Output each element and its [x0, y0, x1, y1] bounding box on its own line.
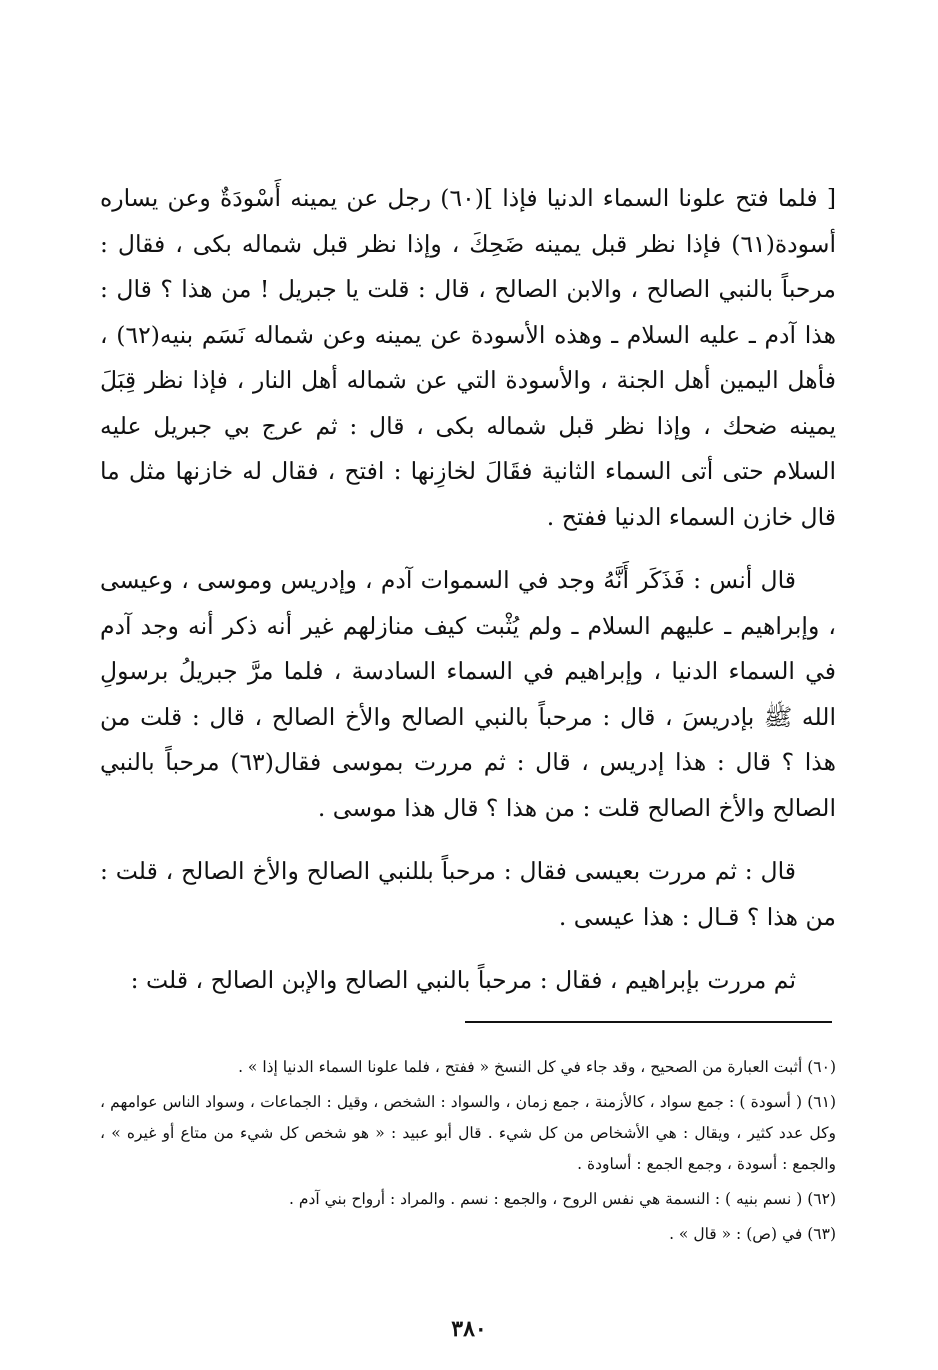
footnote-61: (٦١) ( أسودة ) : جمع سواد ، كالأزمنة ، جمع زمان ، والسواد : الشخص ، وقيل : الجماعات ، وسواد الناس عوامهم ، وكل عدد كثير ، ويقال : هي الأشخاص من كل شيء . قال أبو عبيد : « هو شخص كل شيء من متاع أو غيره » ، والجمع : أسودة ، وجمع الجمع : أساودة . — [100, 1093, 836, 1173]
footnotes — [100, 1052, 836, 1250]
footnote-62: (٦٢) ( نسم بنيه ) : النسمة هي نفس الروح ، والجمع : نسم . والمراد : أرواح بني آدم . — [289, 1190, 836, 1208]
paragraph-3: قال : ثم مررت بعيسى فقال : مرحباً بللنبي الصالح والأخ الصالح ، قلت : من هذا ؟ قـال : هذا عيسى . — [100, 857, 836, 931]
paragraph-2: قال أنس : فَذَكَر أَنَّهُ وجد في السموات آدم ، وإدريس وموسى ، وعيسى ، وإبراهيم ـ عليهم السلام ـ ولم يُثْبت كيف منازلهم غير أنه ذكر أنه وجد آدم في السماء الدنيا ، وإبراهيم في السماء السادسة ، فلما مرَّ جبريلُ برسولِ الله ﷺ بإدريسَ ، قال : مرحباً بالنبي الصالح والأخ الصالح ، قال : قلت من هذا ؟ قال : هذا إدريس ، قال : ثم مررت بموسى فقال(٦٣) مرحباً بالنبي الصالح والأخ الصالح قلت : من هذا ؟ قال هذا موسى . — [100, 566, 836, 822]
paragraph-1: [ فلما فتح علونا السماء الدنيا فإذا ](٦٠) رجل عن يمينه أَسْودَةٌ وعن يساره أسودة(٦١) فإذا نظر قبل يمينه ضَحِكَ ، وإذا نظر قبل شماله بكى ، فقال : مرحباً بالنبي الصالح ، والابن الصالح ، قال : قلت يا جبريل ! من هذا ؟ قال : هذا آدم ـ عليه السلام ـ وهذه الأسودة عن يمينه وعن شماله نَسَم بنيه(٦٢) ، فأهل اليمين أهل الجنة ، والأسودة التي عن شماله أهل النار ، فإذا نظر قِبَلَ يمينه ضحك ، وإذا نظر قبل شماله بكى ، قال : ثم عرج بي جبريل عليه السلام حتى أتى السماء الثانية فقَالَ لخازِنها : افتح ، فقال له خازنها مثل ما قال خازن السماء الدنيا ففتح . — [100, 184, 836, 531]
main-text — [100, 176, 836, 1004]
footnote-63: (٦٣) في (ص) : « قال » . — [669, 1225, 836, 1243]
page-number: ٣٨٠ — [451, 1316, 487, 1342]
footnote-60: (٦٠) أثبت العبارة من الصحيح ، وقد جاء في كل النسخ « ففتح ، فلما علونا السماء الدنيا إذا » . — [238, 1058, 836, 1076]
paragraph-4: ثم مررت بإبراهيم ، فقال : مرحباً بالنبي الصالح والإبن الصالح ، قلت : — [130, 966, 796, 994]
footnote-separator — [465, 1021, 832, 1023]
